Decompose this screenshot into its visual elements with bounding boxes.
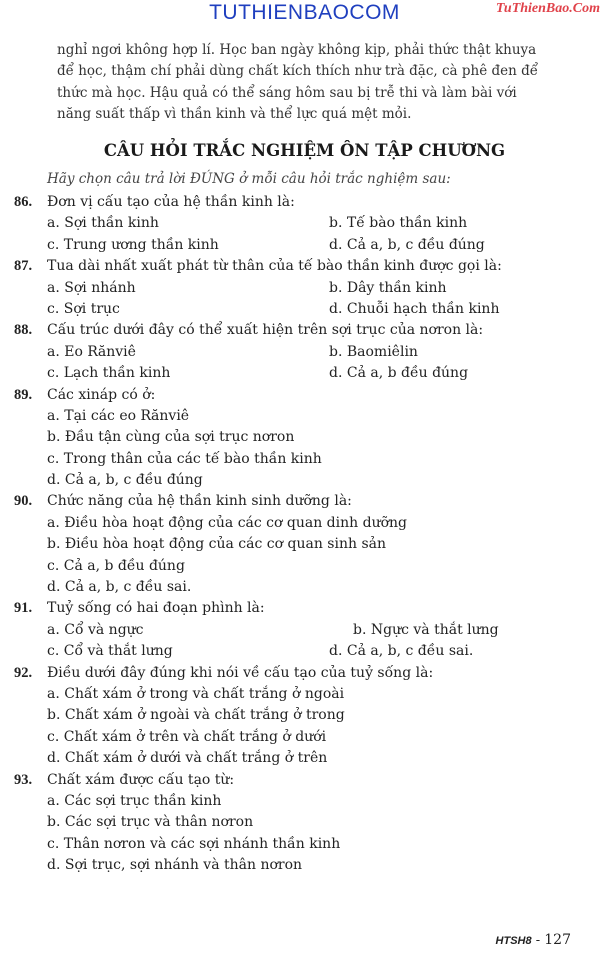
page-footer bbox=[496, 932, 571, 948]
question-number: 89. bbox=[14, 386, 33, 403]
question-number: 90. bbox=[14, 493, 33, 510]
question-text: Tua dài nhất xuất phát từ thân của tế bào thần kinh được gọi là: bbox=[47, 258, 502, 275]
option-c: c. Sợi trục bbox=[47, 300, 120, 317]
option-row bbox=[0, 834, 609, 855]
question-number: 86. bbox=[14, 194, 33, 210]
option-row bbox=[0, 727, 609, 748]
option-row bbox=[0, 556, 609, 577]
option-row bbox=[0, 705, 609, 726]
option-row bbox=[0, 363, 609, 384]
option-a: a. Sợi thần kinh bbox=[47, 215, 159, 232]
question-93 bbox=[0, 770, 609, 791]
option-row bbox=[0, 513, 609, 534]
option-b: b. Chất xám ở ngoài và chất trắng ở trong bbox=[47, 707, 345, 724]
question-text: Tuỷ sống có hai đoạn phình là: bbox=[47, 600, 265, 617]
option-d: d. Cả a, b, c đều đúng bbox=[47, 472, 203, 489]
option-row bbox=[0, 427, 609, 448]
intro-line: thức mà học. Hậu quả có thể sáng hôm sau bị trễ thi và làm bài với bbox=[57, 84, 517, 101]
question-91 bbox=[0, 598, 609, 619]
question-number: 92. bbox=[14, 664, 33, 681]
intro-line: để học, thậm chí phải dùng chất kích thích như trà đặc, cà phê đen để bbox=[57, 63, 539, 80]
option-a: a. Điều hòa hoạt động của các cơ quan dinh dưỡng bbox=[47, 514, 407, 531]
option-d: d. Cả a, b, c đều sai. bbox=[329, 643, 474, 660]
option-b: b. Điều hòa hoạt động của các cơ quan sinh sản bbox=[47, 536, 386, 553]
question-86 bbox=[0, 192, 609, 213]
question-number: 87. bbox=[14, 258, 33, 275]
option-d: d. Sợi trục, sợi nhánh và thân nơron bbox=[47, 857, 303, 874]
option-row bbox=[0, 791, 609, 812]
question-89 bbox=[0, 385, 609, 406]
footer-separator: - bbox=[531, 933, 545, 948]
question-92 bbox=[0, 663, 609, 684]
question-text: Đơn vị cấu tạo của hệ thần kinh là: bbox=[47, 194, 295, 210]
option-row bbox=[0, 812, 609, 833]
option-row bbox=[0, 620, 609, 641]
option-row bbox=[0, 299, 609, 320]
question-text: Cấu trúc dưới đây có thể xuất hiện trên sợi trục của nơron là: bbox=[47, 322, 484, 339]
question-list bbox=[0, 192, 609, 877]
question-text: Chức năng của hệ thần kinh sinh dưỡng là: bbox=[47, 493, 352, 510]
option-row bbox=[0, 641, 609, 662]
question-number: 93. bbox=[14, 771, 33, 788]
option-row bbox=[0, 449, 609, 470]
question-90 bbox=[0, 491, 609, 512]
option-a: a. Các sợi trục thần kinh bbox=[47, 792, 222, 809]
option-row bbox=[0, 235, 609, 256]
option-a: a. Chất xám ở trong và chất trắng ở ngoài bbox=[47, 685, 345, 702]
option-b: b. Baomiêlin bbox=[329, 343, 418, 360]
option-c: c. Lạch thần kinh bbox=[47, 365, 171, 382]
option-row bbox=[0, 577, 609, 598]
option-row bbox=[0, 470, 609, 491]
option-a: a. Eo Rănviê bbox=[47, 343, 136, 360]
option-row bbox=[0, 684, 609, 705]
option-b: b. Các sợi trục và thân nơron bbox=[47, 814, 254, 831]
site-title: TUTHIENBAOCOM bbox=[209, 1, 400, 24]
question-number: 88. bbox=[14, 322, 33, 339]
intro-line: năng suất thấp vì thần kinh và thể lực quá mệt mỏi. bbox=[57, 105, 412, 122]
option-c: c. Cổ và thắt lưng bbox=[47, 643, 173, 660]
option-d: d. Cả a, b, c đều sai. bbox=[47, 579, 192, 596]
option-d: d. Chuỗi hạch thần kinh bbox=[329, 300, 500, 317]
option-row bbox=[0, 534, 609, 555]
option-a: a. Cổ và ngực bbox=[47, 621, 144, 638]
instruction-text: Hãy chọn câu trả lời ĐÚNG ở mỗi câu hỏi trắc nghiệm sau: bbox=[47, 171, 451, 187]
option-row bbox=[0, 748, 609, 769]
option-c: c. Trung ương thần kinh bbox=[47, 236, 219, 253]
option-row bbox=[0, 278, 609, 299]
option-row bbox=[0, 342, 609, 363]
site-logo: TuThienBao.Com bbox=[495, 1, 600, 16]
question-87 bbox=[0, 256, 609, 277]
section-title: CÂU HỎI TRẮC NGHIỆM ÔN TẬP CHƯƠNG bbox=[103, 141, 506, 160]
option-d: d. Cả a, b, c đều đúng bbox=[329, 236, 485, 253]
intro-line: nghỉ ngơi không hợp lí. Học ban ngày không kịp, phải thức thật khuya bbox=[57, 42, 537, 58]
option-a: a. Sợi nhánh bbox=[47, 279, 136, 296]
intro-paragraph bbox=[57, 40, 572, 125]
question-88 bbox=[0, 320, 609, 341]
book-code: HTSH8 bbox=[495, 935, 532, 947]
question-text: Các xináp có ở: bbox=[47, 386, 156, 403]
option-b: b. Đầu tận cùng của sợi trục nơron bbox=[47, 429, 295, 446]
question-text: Điều dưới đây đúng khi nói về cấu tạo của tuỷ sống là: bbox=[47, 664, 434, 681]
option-c: c. Cả a, b đều đúng bbox=[47, 557, 185, 574]
option-b: b. Dây thần kinh bbox=[329, 279, 447, 296]
option-row bbox=[0, 213, 609, 234]
option-c: c. Thân nơron và các sợi nhánh thần kinh bbox=[47, 835, 341, 852]
option-row bbox=[0, 406, 609, 427]
question-text: Chất xám được cấu tạo từ: bbox=[47, 771, 235, 788]
option-row bbox=[0, 855, 609, 876]
option-a: a. Tại các eo Rănviê bbox=[47, 407, 190, 424]
question-number: 91. bbox=[14, 600, 33, 617]
option-c: c. Chất xám ở trên và chất trắng ở dưới bbox=[47, 728, 327, 745]
page-number: 127 bbox=[544, 932, 571, 948]
option-b: b. Tế bào thần kinh bbox=[329, 215, 468, 232]
option-b: b. Ngực và thắt lưng bbox=[353, 621, 499, 638]
option-d: d. Cả a, b đều đúng bbox=[329, 365, 469, 382]
option-d: d. Chất xám ở dưới và chất trắng ở trên bbox=[47, 750, 328, 767]
option-c: c. Trong thân của các tế bào thần kinh bbox=[47, 450, 322, 467]
